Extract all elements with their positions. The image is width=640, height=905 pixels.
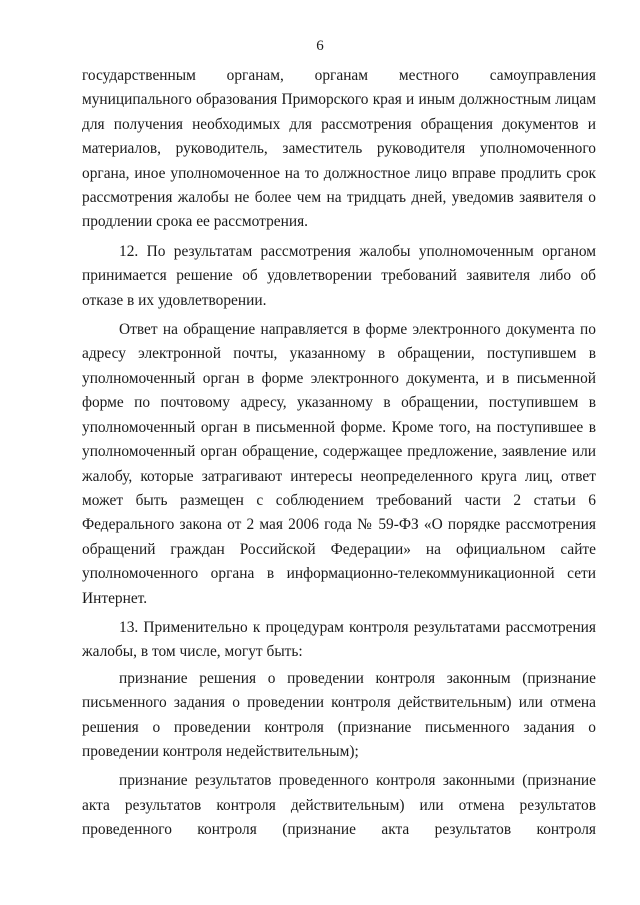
list-item-results: признание результатов проведенного контроля законными (признание акта результатов контроля действительным) или отмена результатов проведенного контроля (признание акта результатов контроля [82,772,596,839]
document-body [82,64,596,843]
paragraph-13: 13. Применительно к процедурам контроля результатами рассмотрения жалобы, в том числе, могут быть: [82,618,596,661]
list-item-decision: признание решения о проведении контроля законным (признание письменного задания о проведении контроля действительным) или отмена решения о проведении контроля (признание письменного задания о проведении контроля недействительным); [82,669,596,760]
page-number: 6 [316,38,324,54]
paragraph-12: 12. По результатам рассмотрения жалобы уполномоченным органом принимается решение об удовлетворении требований заявителя либо об отказе в их удовлетворении. [82,242,596,309]
paragraph-response: Ответ на обращение направляется в форме электронного документа по адресу электронной почты, указанному в обращении, поступившем в уполномоченный орган в форме электронного документа, и в письменной форме по почтовому адресу, указанному в обращении, поступившем в уполномоченный орган в письменной форме. Кроме того, на поступившее в уполномоченный орган обращение, содержащее предложение, заявление или жалобу, которые затрагивают интересы неопределенного круга лиц, ответ может быть размещен с соблюдением требований части 2 статьи 6 Федерального закона от 2 мая 2006 года № 59-ФЗ «О порядке рассмотрения обращений граждан Российской Федерации» на официальном сайте уполномоченного органа в информационно-телекоммуникационной сети Интернет. [82,321,596,607]
paragraph-continuation: государственным органам, органам местного самоуправления муниципального образования Приморского края и иным должностным лицам для получения необходимых для рассмотрения обращения документов и материалов, руководитель, заместитель руководителя уполномоченного органа, иное уполномоченное на то должностное лицо вправе продлить срок рассмотрения жалобы не более чем на тридцать дней, уведомив заявителя о продлении срока ее рассмотрения. [82,67,596,231]
